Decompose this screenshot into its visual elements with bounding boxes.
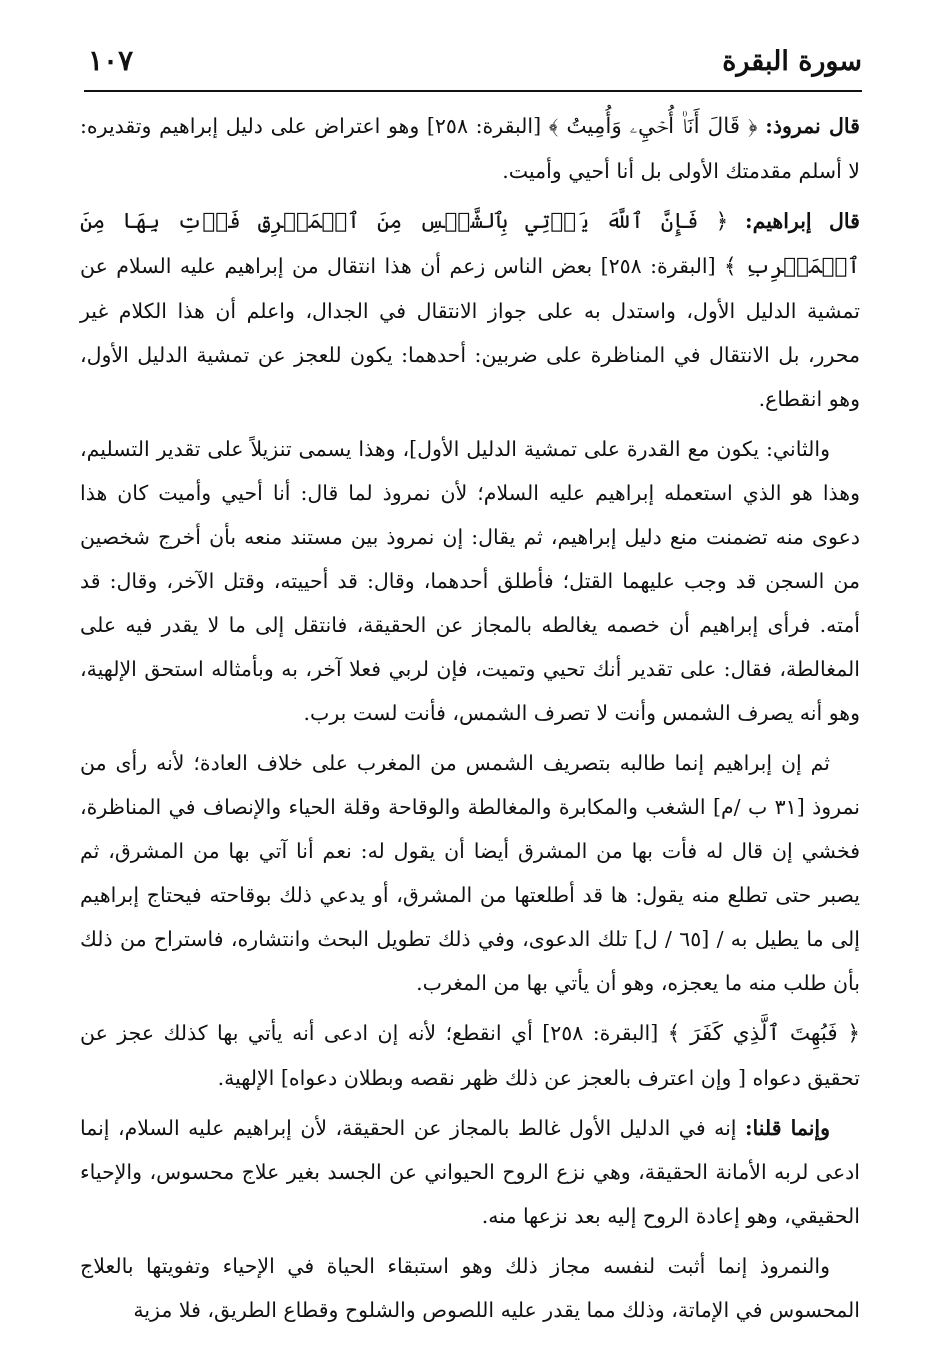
paragraph-text: والنمروذ إنما أثبت لنفسه مجاز ذلك وهو استبقاء الحياة في الإحياء وتفويتها بالعلاج المحسوس في الإماتة، وذلك مما يقدر عليه اللصوص والشلوح وقطاع الطريق، فلا مزية xyxy=(80,1254,860,1322)
running-title: سورة البقرة xyxy=(722,46,862,77)
paragraph xyxy=(80,104,860,193)
paragraph xyxy=(80,199,860,421)
paragraph xyxy=(80,1011,860,1100)
body-text xyxy=(80,104,860,1338)
paragraph xyxy=(80,741,860,1005)
page-header xyxy=(84,40,862,92)
quran-quote: ﴿ فَبُهِتَ ٱلَّذِي كَفَرَ ﴾ xyxy=(667,1021,860,1046)
paragraph-text: ثم إن إبراهيم إنما طالبه بتصريف الشمس من المغرب على خلاف العادة؛ لأنه رأى من نمروذ [٣١ ب /م] الشغب والمكابرة والمغالطة والوقاحة وقلة الحياء والإنصاف في المناظرة، فخشي إن قال له فأت بها من المشرق أيضا أن يقول له: نعم أنا آتي بها من المشرق، ثم يصبر حتى تطلع منه يقول: ها قد أطلعتها من المشرق، أو يدعي ذلك بوقاحته فيحتاج إبراهيم إلى ما يطيل به / [٦٥ / ل] تلك الدعوى، وفي ذلك تطويل البحث وانتشاره، فاستراح من ذلك بأن طلب منه ما يعجزه، وهو أن يأتي بها من المغرب. xyxy=(80,751,860,995)
paragraph-text: إنه في الدليل الأول غالط بالمجاز عن الحقيقة، لأن إبراهيم عليه السلام، إنما ادعى لربه الأمانة الحقيقة، وهي نزع الروح الحيواني عن الجسد بغير علاج محسوس، والإحياء الحقيقي، وهو إعادة الروح إليه بعد نزعها منه. xyxy=(80,1116,860,1228)
paragraph-text: [البقرة: ٢٥٨] أي انقطع؛ لأنه إن ادعى أنه يأتي بها كذلك عجز عن تحقيق دعواه [ وإن اعترف بالعجز عن ذلك ظهر نقصه وبطلان دعواه] الإلهية. xyxy=(80,1021,860,1090)
quran-quote: ﴿ قَالَ أَنَا۠ أُحۡيِۦ وَأُمِيتُ ﴾ xyxy=(548,114,758,139)
paragraph-text: والثاني: يكون مع القدرة على تمشية الدليل الأول]، وهذا يسمى تنزيلاً على تقدير التسليم، وهذا هو الذي استعمله إبراهيم عليه السلام؛ لأن نمروذ لما قال: أنا أحيي وأميت كان هذا دعوى منه تضمنت منع دليل إبراهيم، ثم يقال: إن نمروذ بين مستند منعه بأن أخرج شخصين من السجن قد وجب عليهما القتل؛ فأطلق أحدهما، وقال: قد أحييته، وقتل الآخر، وقال: قد أمته. فرأى إبراهيم أن خصمه يغالطه بالمجاز عن الحقيقة، فانتقل إلى ما لا يقدر فيه على المغالطة، فقال: على تقدير أنك تحيي وتميت، فإن لربي فعلا آخر، به وبأمثاله استحق الإلهية، وهو أنه يصرف الشمس وأنت لا تصرف الشمس، فأنت لست برب. xyxy=(80,437,860,725)
paragraph-lead: وإنما قلنا: xyxy=(744,1116,830,1140)
paragraph xyxy=(80,1244,860,1332)
paragraph xyxy=(80,427,860,735)
paragraph xyxy=(80,1106,860,1238)
paragraph-text: [البقرة: ٢٥٨] وهو اعتراض على دليل إبراهيم وتقديره: لا أسلم مقدمتك الأولى بل أنا أحيي وأميت. xyxy=(80,114,860,183)
paragraph-lead: قال إبراهيم: xyxy=(745,209,860,233)
quran-quote: ﴿ فَإِنَّ ٱللَّهَ يَأۡتِي بِٱلشَّمۡسِ مِنَ ٱلۡمَشۡرِقِ فَأۡتِ بِهَا مِنَ ٱلۡمَغۡرِبِ ﴾ xyxy=(80,209,860,279)
page-number: ١٠٧ xyxy=(88,44,134,77)
paragraph-lead: قال نمروذ: xyxy=(765,114,860,138)
paragraph-text: [البقرة: ٢٥٨] بعض الناس زعم أن هذا انتقال من إبراهيم عليه السلام عن تمشية الدليل الأول، واستدل به على جواز الانتقال في الجدال، واعلم أن هذا الكلام غير محرر، بل الانتقال في المناظرة على ضربين: أحدهما: يكون للعجز عن تمشية الدليل الأول، وهو انقطاع. xyxy=(80,254,860,411)
